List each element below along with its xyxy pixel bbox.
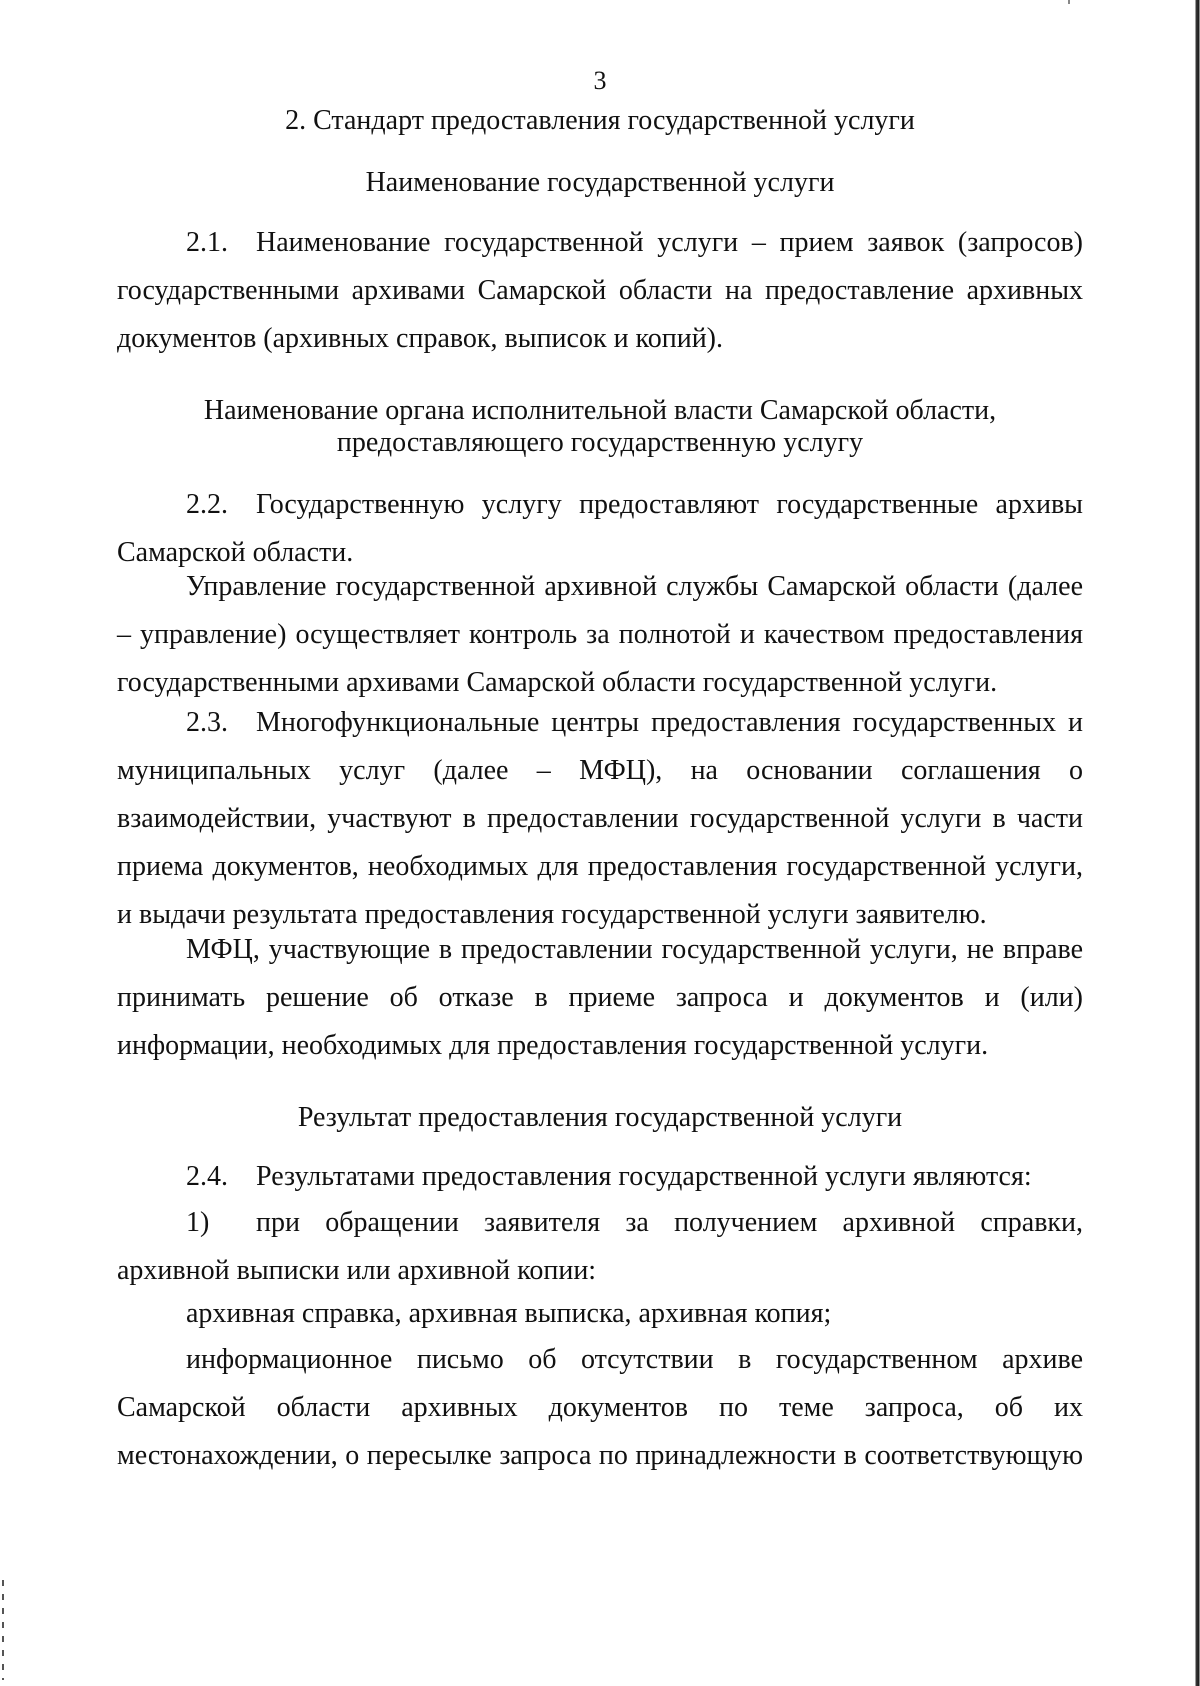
paragraph-mfc: МФЦ, участвующие в предоставлении государственной услуги, не вправе принимать решение об отказе в приеме запроса и документов и (или) информации, необходимых для предоставления государственной услуги. bbox=[117, 934, 1083, 1061]
paragraph-number: 2.1. bbox=[186, 227, 228, 258]
paragraph-text: Наименование государственной услуги – прием заявок (запросов) государственными архивами Самарской области на предоставление архивных документов (архивных справок, выписок и копий). bbox=[117, 227, 1083, 354]
heading-service-name: Наименование государственной услуги bbox=[365, 167, 835, 198]
scan-border-left bbox=[2, 1580, 4, 1680]
paragraph-number: 1) bbox=[186, 1207, 210, 1238]
heading-result: Результат предоставления государственной услуги bbox=[297, 1102, 903, 1133]
paragraph-text: при обращении заявителя за получением архивной справки, архивной выписки или архивной копии: bbox=[117, 1207, 1083, 1286]
page-number: 3 bbox=[593, 66, 607, 95]
paragraph-number: 2.2. bbox=[186, 489, 228, 520]
paragraph-number: 2.3. bbox=[186, 707, 228, 738]
paragraph-control: Управление государственной архивной службы Самарской области (далее – управление) осуществляет контроль за полнотой и качеством предоставления государственными архивами Самарской области государственной услуги. bbox=[117, 571, 1083, 698]
scan-border-right bbox=[1190, 0, 1200, 1686]
paragraph-2-3 bbox=[117, 699, 1083, 939]
paragraph-item-1 bbox=[117, 1199, 1083, 1295]
paragraph-archive-docs: архивная справка, архивная выписка, архивная копия; bbox=[186, 1298, 832, 1329]
paragraph-info-letter: информационное письмо об отсутствии в государственном архиве Самарской области архивных документов по теме запроса, об их местонахождении, о пересылке запроса по принадлежности в соответствующую bbox=[117, 1344, 1083, 1471]
paragraph-2-4 bbox=[117, 1153, 1083, 1201]
section-title: 2. Стандарт предоставления государственной услуги bbox=[285, 105, 915, 136]
scan-mark-top bbox=[1068, 0, 1070, 4]
paragraph-text: Результатами предоставления государственной услуги являются: bbox=[256, 1161, 1032, 1192]
paragraph-text: Многофункциональные центры предоставления государственных и муниципальных услуг (далее – МФЦ), на основании соглашения о взаимодействии, участвуют в предоставлении государственной услуги в части приема документов, необходимых для предоставления государственной услуги, и выдачи результата предоставления государственной услуги заявителю. bbox=[117, 707, 1083, 930]
paragraph-number: 2.4. bbox=[186, 1161, 228, 1192]
heading-authority-line2: предоставляющего государственную услугу bbox=[336, 427, 864, 458]
paragraph-text: Государственную услугу предоставляют государственные архивы Самарской области. bbox=[117, 489, 1083, 568]
heading-authority-line1: Наименование органа исполнительной власти Самарской области, bbox=[203, 395, 997, 426]
paragraph-2-1 bbox=[117, 219, 1083, 363]
